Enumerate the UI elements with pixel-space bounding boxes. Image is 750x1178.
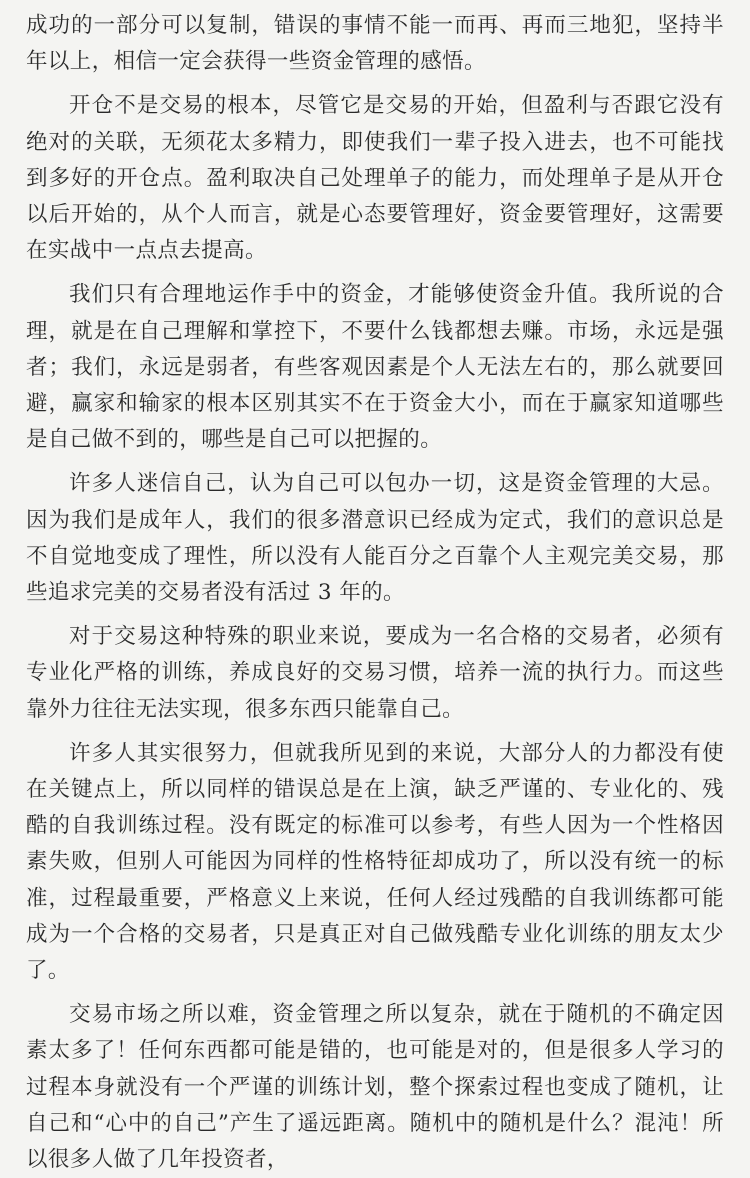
paragraph-2: 开仓不是交易的根本，尽管它是交易的开始，但盈利与否跟它没有绝对的关联，无须花太多精力，即使我们一辈子投入进去，也不可能找到多好的开仓点。盈利取决自己处理单子的能力，而处理单子是从开仓以后开始的，从个人而言，就是心态要管理好，资金要管理好，这需要在实战中一点点去提高。 [26,93,724,264]
paragraph-3: 我们只有合理地运作手中的资金，才能够使资金升值。我所说的合理，就是在自己理解和掌控下，不要什么钱都想去赚。市场，永远是强者；我们，永远是弱者，有些客观因素是个人无法左右的，那么就要回避，赢家和输家的根本区别其实不在于资金大小，而在于赢家知道哪些是自己做不到的，哪些是自己可以把握的。 [26,282,724,453]
paragraph-4: 许多人迷信自己，认为自己可以包办一切，这是资金管理的大忌。因为我们是成年人，我们的很多潜意识已经成为定式，我们的意识总是不自觉地变成了理性，所以没有人能百分之百靠个人主观完美交易，那些追求完美的交易者没有活过 3 年的。 [26,471,724,606]
paragraph-5: 对于交易这种特殊的职业来说，要成为一名合格的交易者，必须有专业化严格的训练，养成良好的交易习惯，培养一流的执行力。而这些靠外力往往无法实现，很多东西只能靠自己。 [26,624,724,722]
paragraph-6: 许多人其实很努力，但就我所见到的来说，大部分人的力都没有使在关键点上，所以同样的错误总是在上演，缺乏严谨的、专业化的、残酷的自我训练过程。没有既定的标准可以参考，有些人因为一个性格因素失败，但别人可能因为同样的性格特征却成功了，所以没有统一的标准，过程最重要，严格意义上来说，任何人经过残酷的自我训练都可能成为一个合格的交易者，只是真正对自己做残酷专业化训练的朋友太少了。 [26,740,724,984]
paragraph-7: 交易市场之所以难，资金管理之所以复杂，就在于随机的不确定因素太多了！任何东西都可能是错的，也可能是对的，但是很多人学习的过程本身就没有一个严谨的训练计划，整个探索过程也变成了随机，让自己和“心中的自己”产生了遥远距离。随机中的随机是什么？混沌！所以很多人做了几年投资者， [26,1002,724,1173]
paragraph-1: 成功的一部分可以复制，错误的事情不能一而再、再而三地犯，坚持半年以上，相信一定会获得一些资金管理的感悟。 [26,13,724,75]
